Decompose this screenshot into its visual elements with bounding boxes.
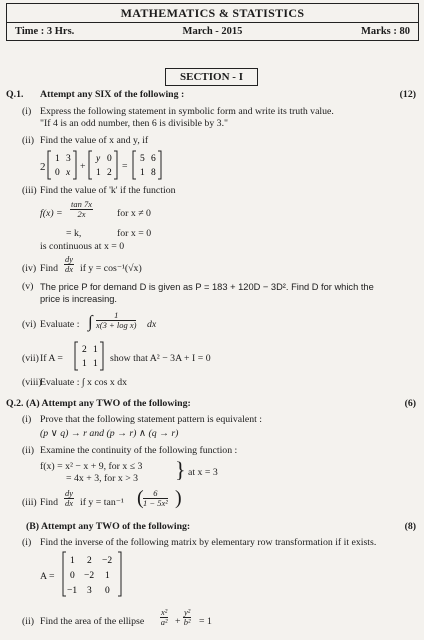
q1-iii-text: Find the value of 'k' if the function: [40, 185, 176, 196]
q2-b-ii-equals: = 1: [199, 616, 212, 627]
q1-vi-integral: ∫: [88, 312, 93, 331]
exam-header: [6, 3, 419, 41]
matrix-cell: y: [96, 154, 101, 164]
q1-i-line2: "If 4 is an odd number, then 6 is divisible by 3.": [40, 118, 229, 129]
q1-vi-dx: dx: [147, 319, 157, 330]
q1-vi-evaluate: Evaluate :: [40, 319, 80, 330]
matrix-cell: 0: [55, 168, 60, 178]
q1-vi-fraction: [96, 311, 136, 330]
paren-open: (: [137, 487, 144, 509]
fraction-numerator: tan 7x: [71, 199, 93, 209]
fraction: [64, 489, 74, 508]
q1-iii-cond2: for x = 0: [117, 228, 152, 239]
q2-a-i-number: (i): [22, 414, 32, 425]
paren-close: ): [175, 487, 182, 509]
q1-iii-fx: f(x) =: [40, 208, 63, 219]
matrix-cell: 1: [140, 168, 145, 178]
fraction: [96, 311, 136, 330]
section-heading: SECTION - I: [165, 68, 258, 86]
matrix-cell: −2: [102, 556, 113, 566]
q1-iii-fraction: [70, 200, 93, 219]
q1-i-number: (i): [22, 106, 32, 117]
q2-a-iii-derivative: [64, 489, 74, 508]
total-marks: Marks : 80: [361, 26, 410, 37]
fraction-denominator: 1 − 5x²: [143, 498, 168, 508]
matrix-brackets: [88, 150, 118, 180]
q2-a-ii-line1: f(x) = x² − x + 9, for x ≤ 3: [40, 461, 143, 472]
fraction-numerator: dy: [65, 488, 74, 498]
fraction-numerator: 1: [96, 311, 136, 321]
q1-marks: (12): [399, 89, 416, 100]
header-info-row: [7, 23, 418, 40]
fraction: [160, 608, 168, 627]
matrix-brackets: [62, 551, 122, 597]
q2-a-i-expression: (p ∨ q) → r and (p → r) ∧ (q → r): [40, 428, 179, 439]
fraction-denominator: dx: [65, 498, 74, 508]
matrix-cell: 1: [82, 359, 87, 369]
q1-ii-matrix-2: [88, 150, 118, 185]
fraction-denominator: 2x: [77, 209, 86, 219]
q1-vii-if: If A =: [40, 353, 63, 364]
q2-a-iii-rest: if y = tan⁻¹: [80, 497, 124, 508]
fraction-numerator: x²: [161, 607, 168, 617]
matrix-brackets: [47, 150, 77, 180]
matrix-cell: −2: [84, 571, 95, 581]
q2-a-iii-find: Find: [40, 497, 58, 508]
matrix-cell: 1: [93, 345, 98, 355]
fraction: [64, 255, 74, 274]
q1-v-line2: price is increasing.: [40, 294, 117, 304]
q1-ii-plus: +: [80, 161, 86, 172]
q2-b-i-matrix: [62, 551, 122, 602]
fraction: [70, 200, 93, 219]
matrix-cell: 1: [70, 556, 75, 566]
q1-vii-matrix: [74, 341, 104, 376]
matrix-cell: 2: [107, 168, 112, 178]
matrix-cell: 1: [55, 154, 60, 164]
q2-b-ii-frac1: [160, 608, 168, 627]
q2-a-heading: (A) Attempt any TWO of the following:: [26, 398, 191, 409]
matrix-cell: 2: [87, 556, 92, 566]
fraction: [143, 489, 168, 508]
matrix-cell: 6: [151, 154, 156, 164]
matrix-cell: 1: [96, 168, 101, 178]
fraction-denominator: x(3 + log x): [96, 320, 137, 330]
q2-b-i-number: (i): [22, 537, 32, 548]
q2-b-i-A: A =: [40, 571, 55, 582]
q1-viii-number: (viii): [22, 377, 42, 388]
q2-a-ii-line2: = 4x + 3, for x > 3: [66, 473, 139, 484]
q1-ii-matrix-1: [47, 150, 77, 185]
matrix-cell: 8: [151, 168, 156, 178]
matrix-cell: 1: [105, 571, 110, 581]
q2-b-ii-number: (ii): [22, 616, 34, 627]
q1-v-number: (v): [22, 281, 34, 292]
q2-a-marks: (6): [404, 398, 416, 409]
q2-number: Q.2.: [6, 398, 24, 409]
q1-iii-continuous: is continuous at x = 0: [40, 241, 125, 252]
q2-a-ii-text: Examine the continuity of the following function :: [40, 445, 238, 456]
q2-b-ii-text: Find the area of the ellipse: [40, 616, 145, 627]
matrix-cell: 3: [87, 586, 92, 596]
q1-iv-number: (iv): [22, 263, 37, 274]
matrix-cell: 1: [93, 359, 98, 369]
q1-ii-number: (ii): [22, 135, 34, 146]
q1-iii-number: (iii): [22, 185, 37, 196]
fraction-denominator: b²: [183, 617, 191, 627]
q1-iv-find: Find: [40, 263, 58, 274]
fraction-numerator: y²: [184, 607, 191, 617]
q1-ii-coefficient: 2: [40, 161, 46, 173]
matrix-cell: 0: [105, 586, 110, 596]
q1-iv-derivative: [64, 255, 74, 274]
q1-i-line1: Express the following statement in symbolic form and write its truth value.: [40, 106, 334, 117]
matrix-cell: −1: [67, 586, 78, 596]
q1-ii-text: Find the value of x and y, if: [40, 135, 149, 146]
matrix-cell: x: [66, 168, 71, 178]
brace-icon: }: [175, 457, 186, 482]
q1-vii-number: (vii): [22, 353, 39, 364]
matrix-cell: 3: [66, 154, 71, 164]
q1-viii-text: Evaluate : ∫ x cos x dx: [40, 377, 128, 388]
q2-a-iii-fraction: [143, 489, 168, 508]
q2-b-i-text: Find the inverse of the following matrix by elementary row transformation if it exists.: [40, 537, 377, 548]
fraction-numerator: 6: [143, 489, 168, 499]
fraction-denominator: a²: [160, 617, 168, 627]
q2-a-ii-at: at x = 3: [188, 467, 218, 478]
q1-iii-eqk: = k,: [66, 228, 82, 239]
q1-v-line1: The price P for demand D is given as P = 183 + 120D − 3D². Find D for which the: [40, 282, 374, 292]
q2-a-ii-number: (ii): [22, 445, 34, 456]
q2-a-iii-number: (iii): [22, 497, 37, 508]
matrix-cell: 0: [70, 571, 75, 581]
q2-a-i-text: Prove that the following statement pattern is equivalent :: [40, 414, 263, 425]
matrix-brackets: [132, 150, 162, 180]
fraction-denominator: dx: [65, 264, 74, 274]
q1-ii-equals: =: [122, 161, 128, 172]
q2-b-ii-plus: +: [175, 616, 181, 627]
q1-iv-rest: if y = cos⁻¹(√x): [80, 263, 142, 274]
q1-heading: Attempt any SIX of the following :: [40, 89, 185, 100]
fraction-numerator: dy: [65, 254, 74, 264]
q1-vii-show: show that A² − 3A + I = 0: [110, 353, 211, 364]
q1-iii-cond1: for x ≠ 0: [117, 208, 151, 219]
q1-number: Q.1.: [6, 89, 24, 100]
exam-duration: Time : 3 Hrs.: [15, 26, 75, 37]
q2-b-ii-frac2: [183, 608, 191, 627]
subject-title: MATHEMATICS & STATISTICS: [7, 4, 418, 23]
q1-ii-matrix-3: [132, 150, 162, 185]
q1-vi-number: (vi): [22, 319, 37, 330]
q2-b-marks: (8): [404, 521, 416, 532]
q2-b-heading: (B) Attempt any TWO of the following:: [26, 521, 191, 532]
exam-date: March - 2015: [182, 26, 243, 37]
matrix-cell: 0: [107, 154, 112, 164]
matrix-cell: 5: [140, 154, 145, 164]
fraction: [183, 608, 191, 627]
matrix-brackets: [74, 341, 104, 371]
matrix-cell: 2: [82, 345, 87, 355]
